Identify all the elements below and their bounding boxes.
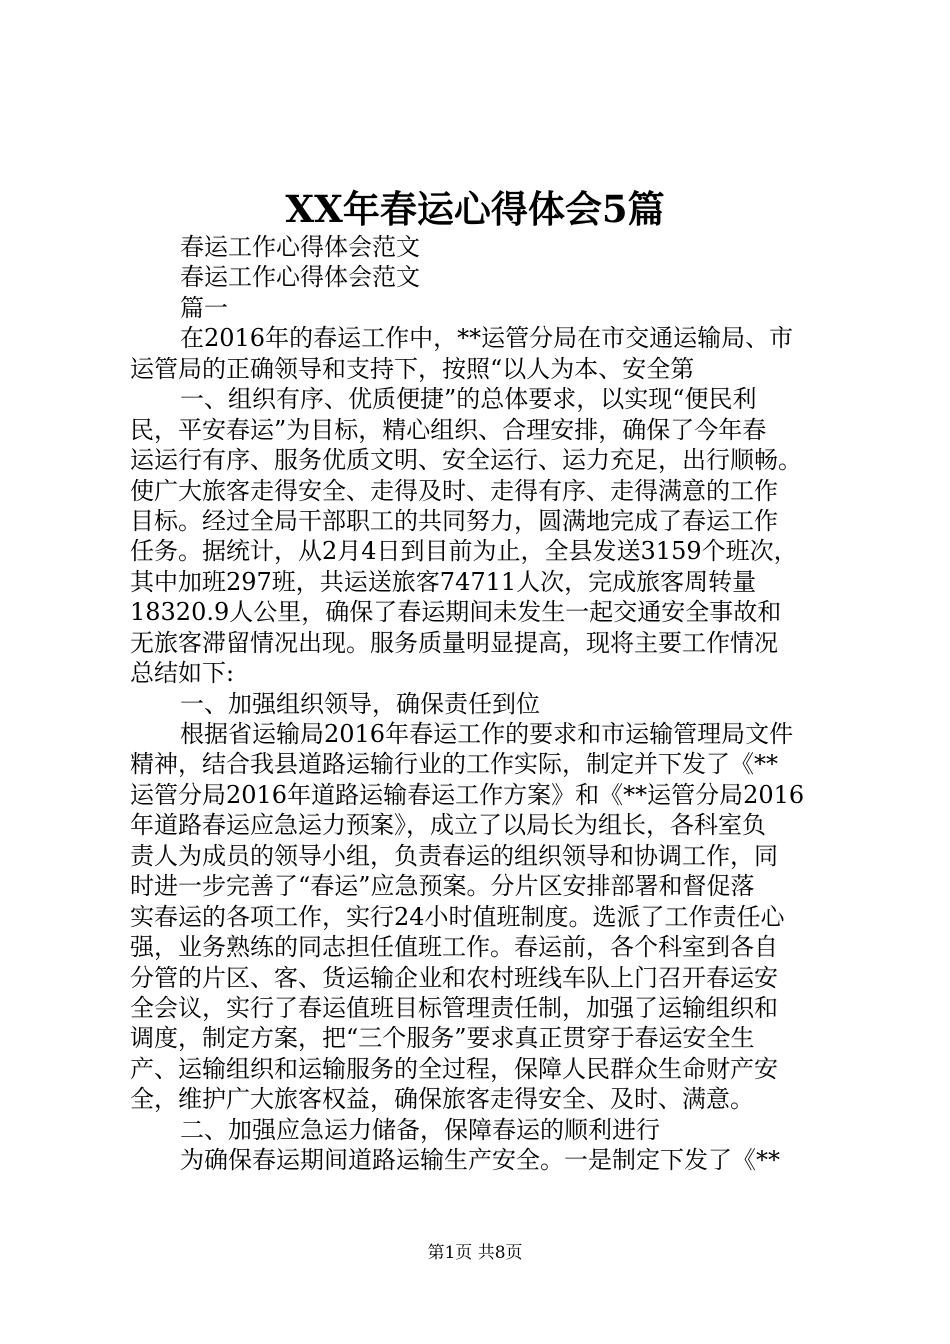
text-line: 分管的片区、客、货运输企业和农村班线车队上门召开春运安	[130, 963, 778, 992]
text-line: 总结如下:	[130, 659, 235, 688]
text-line: 目标。经过全局干部职工的共同努力，圆满地完成了春运工作	[130, 506, 778, 535]
text-line: 18320.9人公里，确保了春运期间未发生一起交通安全事故和	[130, 598, 782, 627]
text-line: 调度，制定方案，把“三个服务”要求真正贯穿于春运安全生	[130, 1024, 755, 1053]
text-line: 在2016年的春运工作中，**运管分局在市交通运输局、市	[180, 324, 794, 353]
text-line: 责人为成员的领导小组，负责春运的组织领导和协调工作，同	[130, 841, 778, 870]
text-line: 实春运的各项工作，实行24小时值班制度。选派了工作责任心	[130, 902, 785, 931]
document-title: XX年春运心得体会5篇	[285, 187, 665, 231]
section-heading: 一、加强组织领导，确保责任到位	[180, 689, 540, 718]
text-line: 其中加班297班，共运送旅客74711人次，完成旅客周转量	[130, 567, 757, 596]
text-line: 时进一步完善了“春运”应急预案。分片区安排部署和督促落	[130, 872, 755, 901]
text-line: 任务。据统计，从2月4日到目前为止，全县发送3159个班次，	[130, 537, 798, 566]
text-line: 精神，结合我县道路运输行业的工作实际，制定并下发了《**	[130, 750, 778, 779]
text-line: 运运行有序、服务优质文明、安全运行、运力充足，出行顺畅。	[130, 446, 802, 475]
text-line: 全，维护广大旅客权益，确保旅客走得安全、及时、满意。	[130, 1085, 754, 1114]
document-body	[130, 232, 830, 1176]
section-heading: 二、加强应急运力储备，保障春运的顺利进行	[180, 1115, 660, 1144]
text-line: 一、组织有序、优质便捷”的总体要求，以实现“便民利	[180, 385, 757, 414]
text-line: 春运工作心得体会范文	[180, 263, 420, 292]
text-line: 根据省运输局2016年春运工作的要求和市运输管理局文件	[180, 720, 794, 748]
text-line: 篇一	[180, 293, 228, 322]
page-footer: 第1页 共8页	[427, 1243, 523, 1263]
text-line: 运管分局2016年道路运输春运工作方案》和《**运管分局2016	[130, 780, 805, 809]
text-line: 年道路春运应急运力预案》，成立了以局长为组长，各科室负	[130, 811, 766, 840]
text-line: 无旅客滞留情况出现。服务质量明显提高，现将主要工作情况	[130, 628, 778, 657]
text-line: 春运工作心得体会范文	[180, 233, 420, 261]
text-line: 民，平安春运”为目标，精心组织、合理安排，确保了今年春	[130, 415, 767, 444]
text-line: 全会议，实行了春运值班目标管理责任制，加强了运输组织和	[130, 993, 778, 1022]
text-line: 运管局的正确领导和支持下，按照“以人为本、安全第	[130, 354, 695, 383]
text-line: 产、运输组织和运输服务的全过程，保障人民群众生命财产安	[130, 1054, 778, 1083]
text-line: 为确保春运期间道路运输生产安全。一是制定下发了《**	[180, 1146, 780, 1175]
text-line: 强，业务熟练的同志担任值班工作。春运前，各个科室到各自	[130, 933, 778, 962]
text-line: 使广大旅客走得安全、走得及时、走得有序、走得满意的工作	[130, 476, 778, 505]
